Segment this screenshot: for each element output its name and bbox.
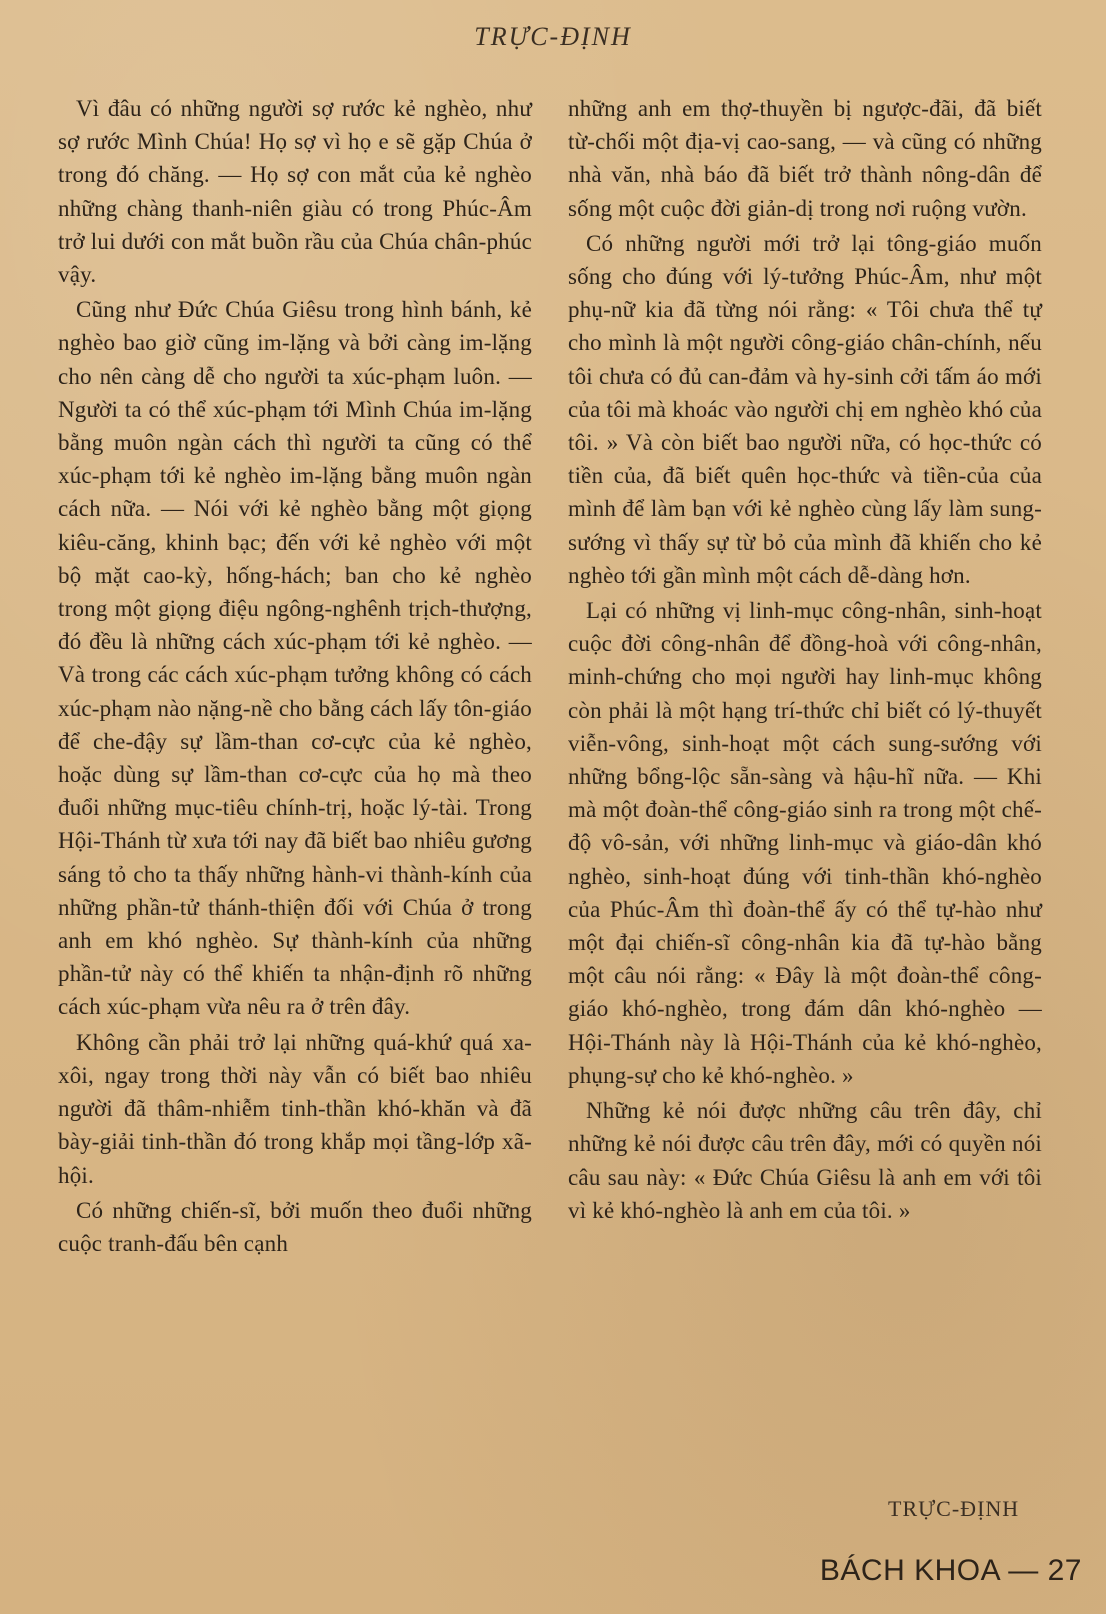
right-paragraph-2: Có những người mới trở lại tông-giáo muốn sống cho đúng với lý-tưởng Phúc-Âm, như một phụ-nữ kia đã từng nói rằng: « Tôi chưa thể tự cho mình là một người công-giáo chân-chính, nếu tôi chưa có đủ can-đảm và hy-sinh cởi tấm áo mới của tôi mà khoác vào người chị em nghèo khó của tôi. » Và còn biết bao người nữa, có học-thức có tiền của, đã biết quên học-thức và tiền-của của mình để làm bạn với kẻ nghèo cùng lấy làm sung-sướng vì thấy sự từ bỏ của mình đã khiến cho kẻ nghèo tới gần mình một cách dễ-dàng hơn. <box>568 230 1042 588</box>
page-footer: BÁCH KHOA — 27 <box>819 1554 1082 1587</box>
left-paragraph-2: Cũng như Đức Chúa Giêsu trong hình bánh, kẻ nghèo bao giờ cũng im-lặng và bởi càng im-lặng cho nên càng dễ cho người ta xúc-phạm luôn. — Người ta có thể xúc-phạm tới Mình Chúa im-lặng bằng muôn ngàn cách thì người ta cũng có thể xúc-phạm tới kẻ nghèo im-lặng bằng muôn ngàn cách nữa. — Nói với kẻ nghèo bằng một giọng kiêu-căng, khinh bạc; đến với kẻ nghèo với một bộ mặt cao-kỳ, hống-hách; ban cho kẻ nghèo trong một giọng điệu ngông-nghênh trịch-thượng, đó đều là những cách xúc-phạm tới kẻ nghèo. — Và trong các cách xúc-phạm tưởng không có cách xúc-phạm nào nặng-nề cho bằng cách lấy tôn-giáo để che-đậy sự lầm-than cơ-cực của kẻ nghèo, hoặc dùng sự lầm-than cơ-cực của họ mà theo đuổi những mục-tiêu chính-trị, hoặc lý-tài. Trong Hội-Thánh từ xưa tới nay đã biết bao nhiêu gương sáng tỏ cho ta thấy những hành-vi thành-kính của những phần-tử thánh-thiện đối với Chúa ở trong anh em khó nghèo. Sự thành-kính của những phần-tử này có thể khiến ta nhận-định rõ những cách xúc-phạm vừa nêu ra ở trên đây. <box>58 297 532 1020</box>
left-paragraph-1: Vì đâu có những người sợ rước kẻ nghèo, như sợ rước Mình Chúa! Họ sợ vì họ e sẽ gặp Chúa ở trong đó chăng. — Họ sợ con mắt của kẻ nghèo những chàng thanh-niên giàu có trong Phúc-Âm trở lui dưới con mắt buồn rầu của Chúa chân-phúc vậy. <box>58 96 532 288</box>
left-paragraph-3: Không cần phải trở lại những quá-khứ quá xa-xôi, ngay trong thời này vẫn có biết bao nhiêu người đã thâm-nhiễm tinh-thần khó-khăn và đã bày-giải tinh-thần đó trong khắp mọi tầng-lớp xã-hội. <box>58 1029 532 1188</box>
left-text-column <box>58 92 532 1262</box>
right-paragraph-1: những anh em thợ-thuyền bị ngược-đãi, đã biết từ-chối một địa-vị cao-sang, — và cũng có những nhà văn, nhà báo đã biết trở thành nông-dân để sống một cuộc đời giản-dị trong nơi ruộng vườn. <box>568 96 1042 221</box>
running-head-title: TRỰC-ĐỊNH <box>474 22 632 51</box>
right-paragraph-4: Những kẻ nói được những câu trên đây, chỉ những kẻ nói được câu trên đây, mới có quyền nói câu sau này: « Đức Chúa Giêsu là anh em với tôi vì kẻ khó-nghèo là anh em của tôi. » <box>568 1098 1042 1223</box>
left-paragraph-4: Có những chiến-sĩ, bởi muốn theo đuổi những cuộc tranh-đấu bên cạnh <box>58 1197 532 1256</box>
right-text-column <box>568 92 1042 1229</box>
right-paragraph-3: Lại có những vị linh-mục công-nhân, sinh-hoạt cuộc đời công-nhân để đồng-hoà với công-nhân, minh-chứng cho mọi người hay linh-mục không còn phải là một hạng trí-thức chỉ biết có lý-thuyết viễn-vông, sinh-hoạt một cách sung-sướng với những bổng-lộc sẵn-sàng và hậu-hĩ nữa. — Khi mà một đoàn-thể công-giáo sinh ra trong một chế-độ vô-sản, với những linh-mục và giáo-dân khó nghèo, sinh-hoạt đúng với tinh-thần khó-nghèo của Phúc-Âm thì đoàn-thể ấy có thể tự-hào như một đại chiến-sĩ công-nhân kia đã tự-hào bằng một câu nói rằng: « Đây là một đoàn-thể công-giáo khó-nghèo, trong đám dân khó-nghèo — Hội-Thánh này là Hội-Thánh của kẻ khó-nghèo, phụng-sự cho kẻ khó-nghèo. » <box>568 598 1042 1088</box>
author-signature: TRỰC-ĐỊNH <box>888 1496 1020 1521</box>
